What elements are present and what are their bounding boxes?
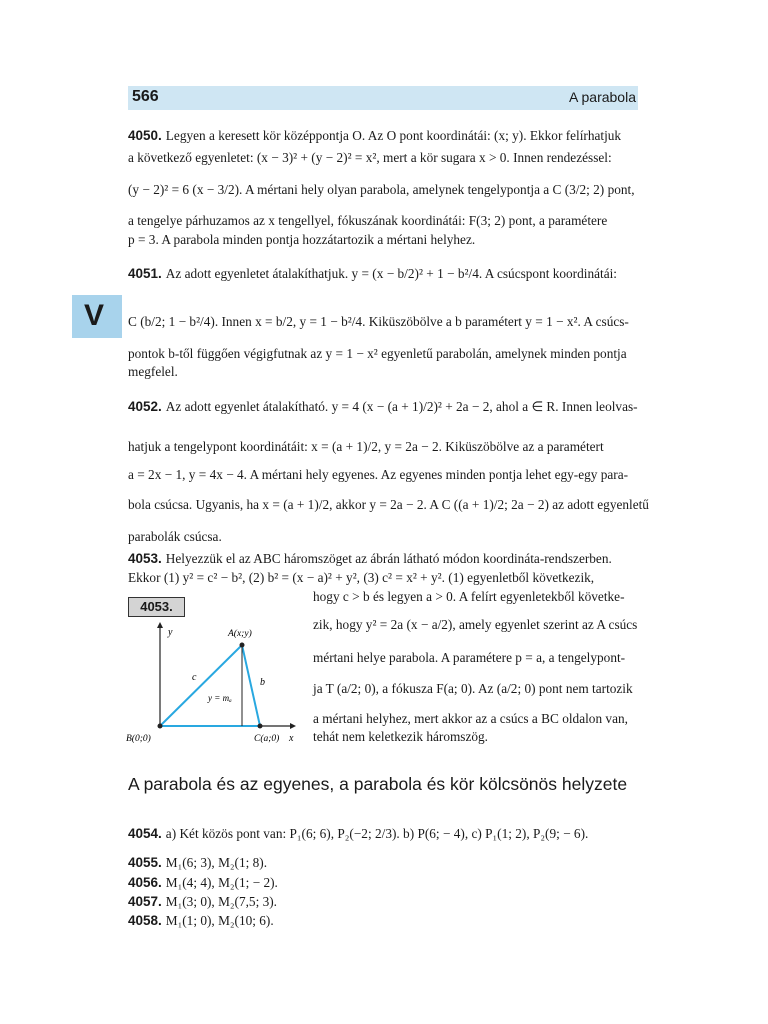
text-line — [128, 913, 274, 928]
text-line — [128, 894, 277, 909]
text-line — [128, 855, 267, 870]
line-text: tehát nem keletkezik háromszög. — [313, 729, 489, 744]
y-axis-label: y — [168, 627, 173, 638]
line-text: (y − 2)² = 6 (x − 3/2). A mértani hely olyan parabola, amelynek tengelypontja a C (3/2; 2) pont, — [128, 182, 635, 197]
problem-number: 4053. — [128, 551, 162, 566]
line-text: zik, hogy y² = 2a (x − a/2), amely egyenlet szerint az A csúcs — [313, 617, 638, 632]
text-line — [128, 128, 621, 143]
text-line — [128, 213, 607, 228]
line-text: C (b/2; 1 − b²/4). Innen x = b/2, y = 1 − b²/4. Kiküszöbölve a b paramétert y = 1 − x². A csúcs- — [128, 314, 629, 329]
line-text: a) Két közös pont van: P₁(6; 6), P₂(−2; 2/3). b) P(6; − 4), c) P₁(1; 2), P₂(9; − 6). — [165, 826, 589, 841]
text-line — [128, 399, 638, 414]
line-text: a tengelye párhuzamos az x tengellyel, fókuszának koordinátái: F(3; 2) pont, a paramétere — [128, 213, 608, 228]
x-axis-arrow — [290, 723, 296, 729]
section-title: A parabola és az egyenes, a parabola és kör kölcsönös helyzete — [128, 774, 628, 794]
figure-label: 4053. — [128, 597, 185, 617]
height-label: y = mₐ — [208, 693, 232, 703]
triangle-figure — [124, 620, 314, 750]
line-text: Ekkor (1) y² = c² − b², (2) b² = (x − a)² + y², (3) c² = x² + y². (1) egyenletből következik, — [128, 570, 595, 585]
text-line — [128, 570, 594, 585]
text-line — [313, 617, 637, 632]
text-line — [128, 439, 604, 454]
line-text: parabolák csúcsa. — [128, 529, 222, 544]
chapter-tab-label: V — [84, 299, 105, 332]
text-line — [128, 467, 628, 482]
text-line — [313, 711, 628, 726]
problem-number: 4055. — [128, 855, 162, 870]
problem-number: 4051. — [128, 266, 162, 281]
triangle-abc — [160, 645, 260, 726]
problem-number: 4050. — [128, 128, 162, 143]
problem-number: 4056. — [128, 875, 162, 890]
line-text: hatjuk a tengelypont koordinátáit: x = (a + 1)/2, y = 2a − 2. Kiküszöbölve az a paramétert — [128, 439, 604, 454]
chapter-title: A parabola — [569, 89, 636, 105]
line-text: M₁(4; 4), M₂(1; − 2). — [165, 875, 278, 890]
line-text: pontok b-től függően végigfutnak az y = 1 − x² egyenletű parabolán, amelynek minden pontja — [128, 346, 627, 361]
problem-number: 4052. — [128, 399, 162, 414]
text-line — [128, 314, 629, 329]
line-text: a = 2x − 1, y = 4x − 4. A mértani hely egyenes. Az egyenes minden pontja lehet egy-egy para- — [128, 467, 629, 482]
page-header — [128, 86, 638, 110]
point-a-label: A(x;y) — [228, 629, 252, 639]
line-text: M₁(1; 0), M₂(10; 6). — [165, 913, 274, 928]
line-text: a következő egyenletet: (x − 3)² + (y − 2)² = x², mert a kör sugara x > 0. Innen rendezéssel: — [128, 150, 612, 165]
vertex-b — [158, 724, 163, 729]
text-line — [128, 346, 627, 361]
text-line — [128, 364, 178, 379]
line-text: Helyezzük el az ABC háromszöget az ábrán látható módon koordináta-rendszerben. — [165, 551, 612, 566]
line-text: a mértani helyhez, mert akkor az a csúcs a BC oldalon van, — [313, 711, 628, 726]
text-line — [313, 681, 633, 696]
text-line — [313, 589, 625, 604]
point-c-label: C(a;0) — [254, 734, 280, 744]
line-text: M₁(6; 3), M₂(1; 8). — [165, 855, 268, 870]
page-number: 566 — [132, 88, 159, 105]
problem-number: 4058. — [128, 913, 162, 928]
vertex-c — [258, 724, 263, 729]
y-axis-arrow — [157, 622, 163, 628]
line-text: megfelel. — [128, 364, 178, 379]
text-line — [128, 529, 222, 544]
chapter-tab — [72, 295, 122, 338]
text-line — [128, 875, 278, 890]
x-axis-label: x — [289, 733, 294, 744]
text-line — [128, 232, 475, 247]
line-text: M₁(3; 0), M₂(7,5; 3). — [165, 894, 278, 909]
vertex-a — [240, 643, 245, 648]
side-c-label: c — [192, 672, 197, 683]
line-text: hogy c > b és legyen a > 0. A felírt egyenletekből követke- — [313, 589, 625, 604]
text-line — [128, 150, 612, 165]
line-text: bola csúcsa. Ugyanis, ha x = (a + 1)/2, akkor y = 2a − 2. A C ((a + 1)/2; 2a − 2) az adott egyenletű — [128, 497, 649, 512]
point-b-label: B(0;0) — [126, 734, 151, 744]
side-b-label: b — [260, 677, 265, 688]
line-text: ja T (a/2; 0), a fókusza F(a; 0). Az (a/2; 0) pont nem tartozik — [313, 681, 633, 696]
text-line — [128, 826, 588, 841]
text-line — [128, 182, 635, 197]
text-line — [128, 497, 649, 512]
triangle-diagram — [124, 620, 314, 750]
line-text: p = 3. A parabola minden pontja hozzátartozik a mértani helyhez. — [128, 232, 476, 247]
text-line — [313, 650, 625, 665]
line-text: Az adott egyenlet átalakítható. y = 4 (x − (a + 1)/2)² + 2a − 2, ahol a ∈ R. Innen leolvas- — [165, 399, 638, 414]
line-text: Legyen a keresett kör középpontja O. Az O pont koordinátái: (x; y). Ekkor felírhatjuk — [165, 128, 622, 143]
problem-number: 4054. — [128, 826, 162, 841]
line-text: mértani helye parabola. A paramétere p = a, a tengelypont- — [313, 650, 626, 665]
text-line — [128, 266, 617, 281]
text-line — [313, 729, 488, 744]
text-line — [128, 551, 612, 566]
line-text: Az adott egyenletet átalakíthatjuk. y = (x − b/2)² + 1 − b²/4. A csúcspont koordinátái: — [165, 266, 617, 281]
problem-number: 4057. — [128, 894, 162, 909]
